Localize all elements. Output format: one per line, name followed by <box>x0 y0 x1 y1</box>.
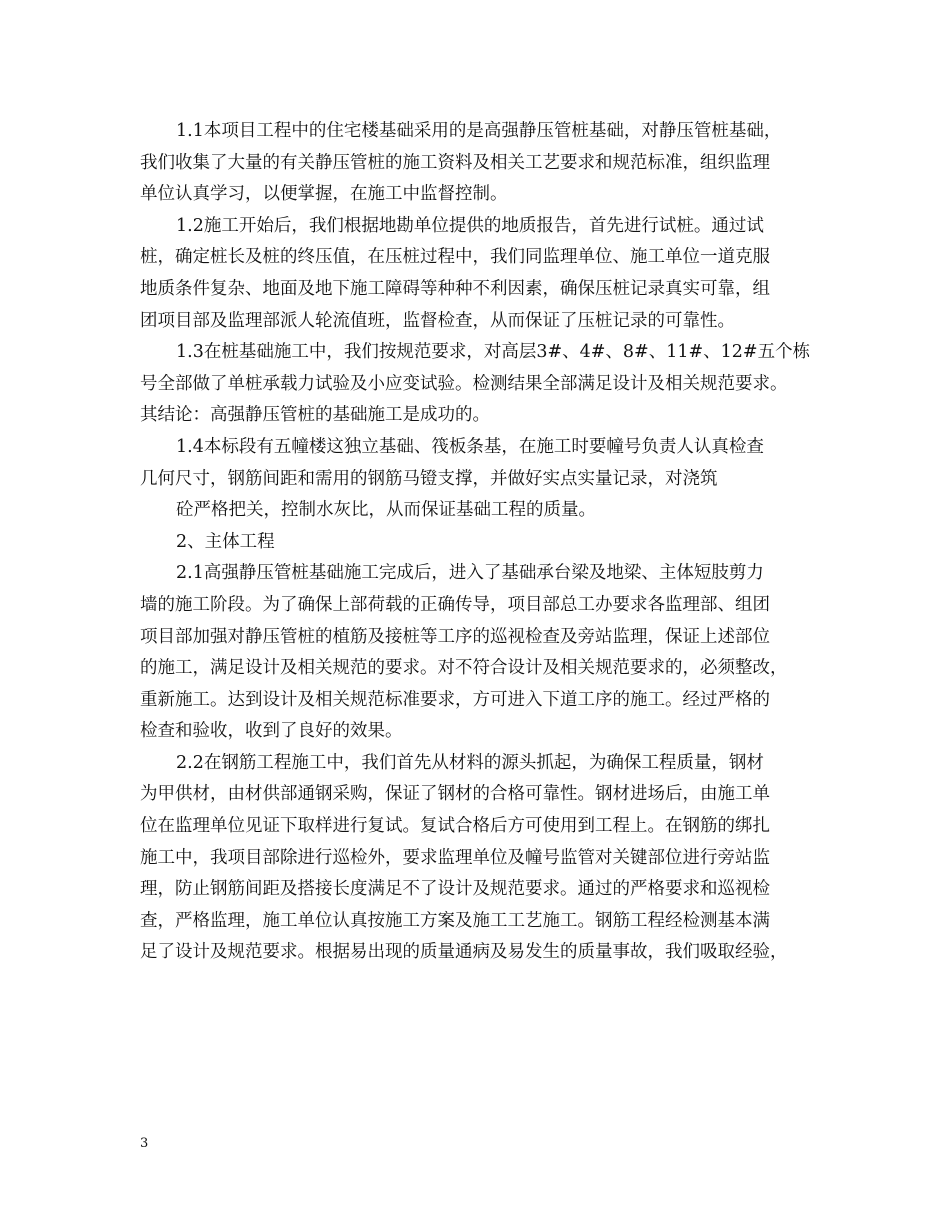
paragraph-1-4-line-1: 1.4本标段有五幢楼这独立基础、筏板条基，在施工时要幢号负责人认真检查 <box>176 436 764 457</box>
paragraph-1-4-line-3: 砼严格把关，控制水灰比，从而保证基础工程的质量。 <box>176 500 596 521</box>
paragraph-1-1-line-2: 我们收集了大量的有关静压管桩的施工资料及相关工艺要求和规范标准，组织监理 <box>140 152 770 173</box>
paragraph-2-2-line-1: 2.2在钢筋工程施工中，我们首先从材料的源头抓起，为确保工程质量，钢材 <box>176 752 764 773</box>
paragraph-2-2-line-7: 足了设计及规范要求。根据易出现的质量通病及易发生的质量事故，我们吸取经验， <box>140 942 788 963</box>
paragraph-2-1-line-1: 2.1高强静压管桩基础施工完成后，进入了基础承台梁及地梁、主体短肢剪力 <box>176 563 764 584</box>
body-text <box>140 116 830 969</box>
paragraph-1-1-line-1: 1.1本项目工程中的住宅楼基础采用的是高强静压管桩基础，对静压管桩基础， <box>176 121 782 141</box>
paragraph-1-1-line-3: 单位认真学习，以便掌握，在施工中监督控制。 <box>140 184 508 205</box>
paragraph-2-1-line-4: 的施工，满足设计及相关规范的要求。对不符合设计及相关规范要求的，必须整改， <box>140 658 788 679</box>
paragraph-2-1-line-3: 项目部加强对静压管桩的植筋及接桩等工序的巡视检查及旁站监理，保证上述部位 <box>140 626 770 647</box>
paragraph-2-2-line-2: 为甲供材，由材供部通钢采购，保证了钢材的合格可靠性。钢材进场后，由施工单 <box>140 784 770 805</box>
paragraph-2-2-line-6: 查，严格监理，施工单位认真按施工方案及施工工艺施工。钢筋工程经检测基本满 <box>140 910 770 931</box>
paragraph-1-2-line-1: 1.2施工开始后，我们根据地勘单位提供的地质报告，首先进行试桩。通过试 <box>176 215 764 236</box>
page-number: 3 <box>140 1136 149 1151</box>
paragraph-2-2-line-5: 理，防止钢筋间距及搭接长度满足不了设计及规范要求。通过的严格要求和巡视检 <box>140 879 770 900</box>
paragraph-1-2-line-4: 团项目部及监理部派人轮流值班，监督检查，从而保证了压桩记录的可靠性。 <box>140 310 735 331</box>
paragraph-1-3-line-3: 其结论：高强静压管桩的基础施工是成功的。 <box>140 405 490 426</box>
paragraph-1-3-line-2: 号全部做了单桩承载力试验及小应变试验。检测结果全部满足设计及相关规范要求。 <box>140 373 788 394</box>
paragraph-1-2-line-2: 桩，确定桩长及桩的终压值，在压桩过程中，我们同监理单位、施工单位一道克服 <box>140 247 770 268</box>
paragraph-1-2-line-3: 地质条件复杂、地面及地下施工障碍等种种不利因素，确保压桩记录真实可靠，组 <box>140 278 770 299</box>
paragraph-2-2-line-3: 位在监理单位见证下取样进行复试。复试合格后方可使用到工程上。在钢筋的绑扎 <box>140 816 770 837</box>
paragraph-2-1-line-2: 墙的施工阶段。为了确保上部荷载的正确传导，项目部总工办要求各监理部、组团 <box>140 594 770 615</box>
section-heading-main-structure: 2、主体工程 <box>176 531 275 552</box>
paragraph-2-2-line-4: 施工中，我项目部除进行巡检外，要求监理单位及幢号监管对关键部位进行旁站监 <box>140 847 770 868</box>
paragraph-1-3-line-1: 1.3在桩基础施工中，我们按规范要求，对高层3#、4#、8#、11#、12#五个栋 <box>176 342 811 363</box>
paragraph-2-1-line-6: 检查和验收，收到了良好的效果。 <box>140 721 403 742</box>
paragraph-2-1-line-5: 重新施工。达到设计及相关规范标准要求，方可进入下道工序的施工。经过严格的 <box>140 689 770 710</box>
paragraph-1-4-line-2: 几何尺寸，钢筋间距和需用的钢筋马镫支撑，并做好实点实量记录，对浇筑 <box>140 468 718 489</box>
